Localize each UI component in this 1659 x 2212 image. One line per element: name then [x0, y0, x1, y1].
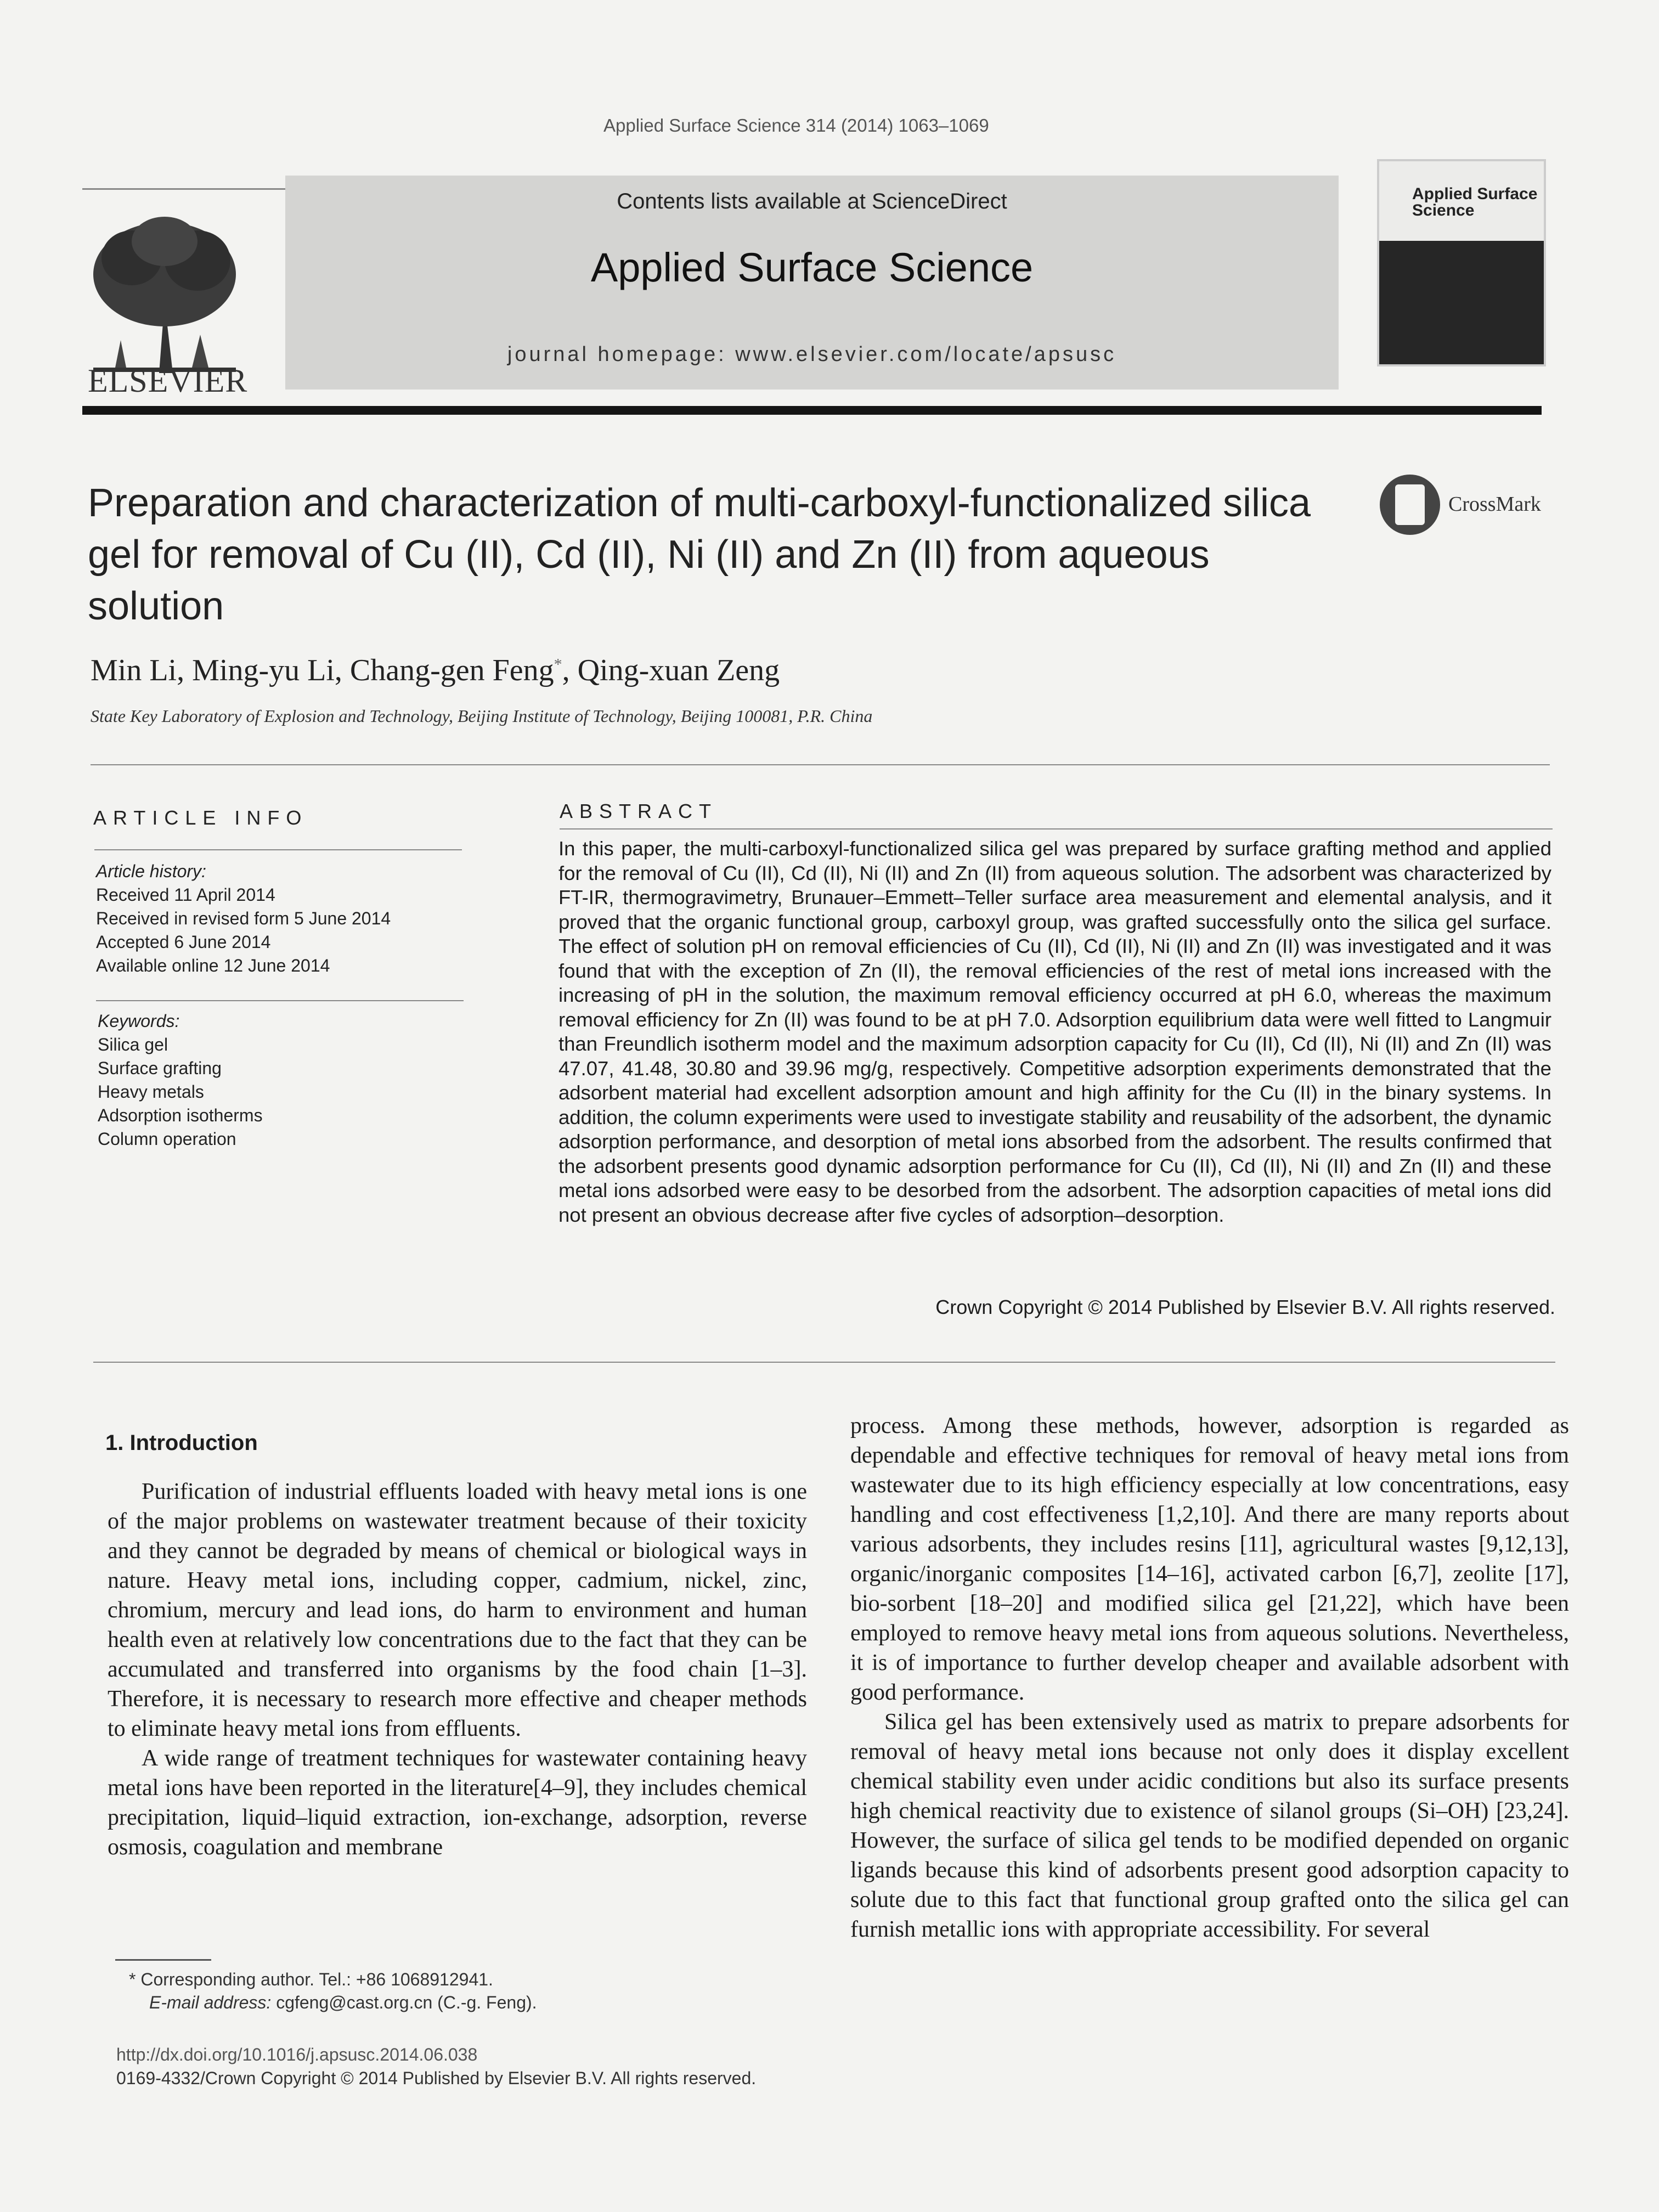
article-info-rule [94, 849, 462, 850]
corresponding-author-marker[interactable]: * [554, 655, 562, 674]
masthead-thick-rule [82, 406, 1542, 415]
abstract-end-rule [93, 1362, 1555, 1363]
issn-copyright: 0169-4332/Crown Copyright © 2014 Published by Elsevier B.V. All rights reserved. [116, 2068, 757, 2088]
keyword-item: Surface grafting [98, 1058, 222, 1078]
email-link[interactable]: cgfeng@cast.org.cn (C.-g. Feng). [276, 1993, 537, 2012]
body-paragraph: A wide range of treatment techniques for wastewater containing heavy metal ions have been reported in the literature[4–9], they includes chemical precipitation, liquid–liquid extraction, ion-exchange, adsorption, reverse osmosis, coagulation and membrane [108, 1746, 807, 1860]
elsevier-wordmark: ELSEVIER [88, 363, 248, 399]
doi-link[interactable]: http://dx.doi.org/10.1016/j.apsusc.2014.06.038 [116, 2045, 478, 2064]
keywords-label: Keywords: [98, 1011, 180, 1031]
contents-available-line: Contents lists available at ScienceDirect [617, 189, 1007, 213]
title-block-rule [91, 764, 1550, 765]
abstract-copyright: Crown Copyright © 2014 Published by Elsevier B.V. All rights reserved. [935, 1296, 1555, 1318]
email-footnote [149, 1993, 537, 2013]
abstract-text: In this paper, the multi-carboxyl-functionalized silica gel was prepared by surface grafting method and applied for the removal of Cu (II), Cd (II), Ni (II) and Zn (II) from aqueous solution. The adsorbent was characterized by FT-IR, thermogravimetry, Brunauer–Emmett–Teller surface area measurement and elemental analysis, and it proved that the organic functional group, carboxyl group, was grafted successfully onto the silica gel surface. The effect of solution pH on removal efficiencies of Cu (II), Cd (II), Ni (II) and Zn (II) was investigated and it was found that with the exception of Zn (II), the removal efficiencies of the rest of metal ions increased with the increasing of pH in the solution, the maximum removal efficiency occurred at pH 6.0, whereas the maximum removal efficiency for Zn (II) was found to be at pH 7.0. Adsorption equilibrium data were well fitted to Langmuir than Freundlich isotherm model and the maximum adsorption capacity for Cu (II), Cd (II), Ni (II) and Zn (II) was 47.07, 41.48, 30.80 and 39.96 mg/g, respectively. Competitive adsorption experiments demonstrated that the adsorbent material had excellent adsorption amount and high affinity for the Cu (II) in the binary systems. In addition, the column experiments were used to investigate stability and reusability of the adsorbent, the dynamic adsorption performance, and desorption of metal ions absorbed from the adsorbent. The results confirmed that the adsorbent presents good dynamic adsorption performance for Cu (II), Cd (II), Ni (II) and Zn (II) and these metal ions adsorbed were easy to be desorbed from the adsorbent. The adsorption capacities of metal ions did not present an obvious decrease after five cycles of adsorption–desorption. [558, 837, 1551, 1226]
journal-homepage-line: journal homepage: www.elsevier.com/locate/apsusc [507, 343, 1117, 366]
authors-first: Min Li, Ming-yu Li, Chang-gen Feng [91, 653, 554, 687]
cover-title: Applied Surface Science [1412, 185, 1538, 219]
keywords-list [98, 1011, 482, 1165]
keywords-rule [96, 1000, 464, 1001]
section-heading: 1. Introduction [105, 1431, 258, 1455]
affiliation: State Key Laboratory of Explosion and Technology, Beijing Institute of Technology, Beijing 100081, P.R. China [91, 706, 873, 726]
journal-banner [285, 176, 1339, 390]
keyword-item: Column operation [98, 1129, 236, 1149]
history-online: Available online 12 June 2014 [96, 956, 330, 975]
authors-last: , Qing-xuan Zeng [562, 653, 780, 687]
article-history [96, 861, 480, 993]
crossmark-icon[interactable] [1380, 475, 1440, 535]
history-received: Received 11 April 2014 [96, 885, 275, 905]
keyword-item: Adsorption isotherms [98, 1105, 263, 1125]
journal-cover-thumbnail [1377, 159, 1546, 366]
body-paragraph: Silica gel has been extensively used as matrix to prepare adsorbents for removal of heavy metal ions because not only does it display excellent chemical stability even under acidic conditions but also its surface presents high chemical reactivity due to existence of silanol groups (Si–OH) [23,24]. However, the surface of silica gel tends to be modified depended on organic ligands because this kind of adsorbents present good adsorption capacity to solute due to this fact that functional group grafted onto the silica gel can furnish metallic ions with appropriate accessibility. For several [850, 1709, 1569, 1942]
corresponding-author-footnote: * Corresponding author. Tel.: +86 1068912941. [129, 1970, 493, 1989]
body-right-column [850, 1411, 1569, 1944]
footnote-rule [115, 1959, 211, 1961]
body-left-column [108, 1477, 807, 1862]
history-accepted: Accepted 6 June 2014 [96, 932, 271, 952]
keyword-item: Heavy metals [98, 1082, 204, 1102]
keyword-item: Silica gel [98, 1035, 168, 1054]
article-history-label: Article history: [96, 861, 206, 881]
author-list [91, 653, 780, 688]
running-header: Applied Surface Science 314 (2014) 1063–1069 [603, 115, 989, 136]
article-title: Preparation and characterization of multi-carboxyl-functionalized silica gel for removal of Cu (II), Cd (II), Ni (II) and Zn (II) from aqueous solution [88, 481, 1311, 628]
email-label: E-mail address: [149, 1993, 272, 2012]
body-paragraph: Purification of industrial effluents loaded with heavy metal ions is one of the major problems on wastewater treatment because of their toxicity and they cannot be degraded by means of chemical or biological ways in nature. Heavy metal ions, including copper, cadmium, nickel, zinc, chromium, mercury and lead ions, do harm to environment and human health even at relatively low concentrations due to the fact that they can be accumulated and transferred into organisms by the food chain [1–3]. Therefore, it is necessary to research more effective and cheaper methods to eliminate heavy metal ions from effluents. [108, 1479, 807, 1741]
abstract-rule [560, 828, 1553, 830]
abstract-heading: ABSTRACT [560, 800, 718, 822]
history-revised: Received in revised form 5 June 2014 [96, 909, 391, 928]
journal-name: Applied Surface Science [590, 245, 1034, 290]
article-info-heading: ARTICLE INFO [93, 806, 308, 829]
crossmark-label[interactable]: CrossMark [1448, 493, 1541, 516]
body-paragraph: process. Among these methods, however, adsorption is regarded as dependable and effective techniques for removal of heavy metal ions from wastewater due to its high efficiency especially at low concentrations, easy handling and cost effectiveness [1,2,10]. And there are many reports about various adsorbents, they includes resins [11], agricultural wastes [9,12,13], organic/inorganic composites [14–16], activated carbon [6,7], zeolite [17], bio-sorbent [18–20] and modified silica gel [21,22], which have been employed to remove heavy metal ions from aqueous solutions. Nevertheless, it is of importance to further develop cheaper and available adsorbent with good performance. [850, 1413, 1569, 1705]
